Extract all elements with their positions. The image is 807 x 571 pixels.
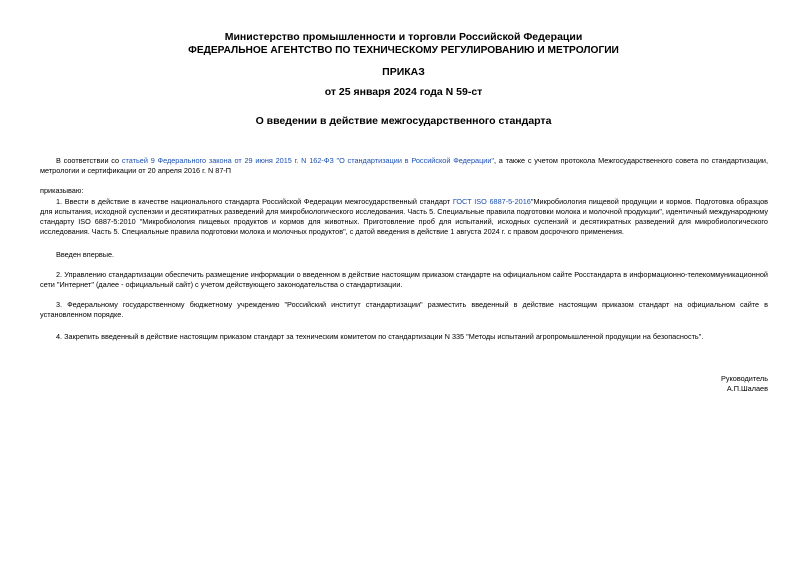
standard-link[interactable]: ГОСТ ISO 6887-5-2016 — [452, 197, 531, 206]
preamble-tail: , а также с учетом протокола Межгосударственного совета по стандартизации, метрологии и сертификации от 20 апреля 2016 г. N 87-П — [40, 156, 768, 175]
ministry-heading: Министерство промышленности и торговли Российской Федерации — [224, 31, 583, 43]
preamble-lead: В соответствии со — [56, 156, 122, 165]
preamble-paragraph — [40, 156, 768, 176]
signature-position: Руководитель — [720, 374, 768, 383]
signature-name: А.П.Шалаев — [726, 384, 768, 393]
doc-type-heading: ПРИКАЗ — [382, 66, 425, 78]
item-1-lead: 1. Ввести в действие в качестве национального стандарта Российской Федерации межгосударственный стандарт — [56, 197, 453, 206]
item-1-tail: "Микробиология пищевой продукции и кормов. Подготовка образцов для испытания, исходной суспензии и десятикратных разведений для микробиологического исследования. Часть 5. Специальные правила подготовки молока и молочной продукции", идентичный международному стандарту ISO 6887-5:2010 "Микробиология пищевых продуктов и кормов для животных. Приготовление проб для испытаний, исходных суспензий и десятикратных разведений для микробиологического исследования. Часть 5. Специальные правила подготовки молока и молочных продуктов", с датой введения в действие 1 августа 2024 г. с правом досрочного применения. — [40, 197, 769, 236]
item-3-paragraph: 3. Федеральному государственному бюджетному учреждению "Российский институт стандартизации" разместить введенный в действие настоящим приказом стандарт на официальном сайте в установленном порядке. — [40, 300, 768, 319]
item-1-paragraph — [40, 197, 768, 237]
agency-heading: ФЕДЕРАЛЬНОЕ АГЕНТСТВО ПО ТЕХНИЧЕСКОМУ РЕГУЛИРОВАНИЮ И МЕТРОЛОГИИ — [188, 45, 619, 56]
introduced-note: Введен впервые. — [56, 250, 115, 259]
item-2-paragraph: 2. Управлению стандартизации обеспечить размещение информации о введенном в действие настоящим приказом стандарте на официальном сайте Росстандарта в информационно-телекоммуникационной сети "Интернет" (далее - официальный сайт) с учетом действующего законодательства о стандартизации. — [40, 270, 768, 289]
document-title: О введении в действие межгосударственного стандарта — [255, 115, 552, 127]
item-4-paragraph: 4. Закрепить введенный в действие настоящим приказом стандарт за техническим комитетом по стандартизации N 335 "Методы испытаний агропромышленной продукции на безопасность". — [56, 332, 704, 341]
order-word: приказываю: — [40, 186, 84, 195]
law-link[interactable]: статьей 9 Федерального закона от 29 июня 2015 г. N 162-ФЗ "О стандартизации в Российской Федерации" — [121, 156, 494, 165]
date-number-heading: от 25 января 2024 года N 59-ст — [324, 86, 483, 98]
